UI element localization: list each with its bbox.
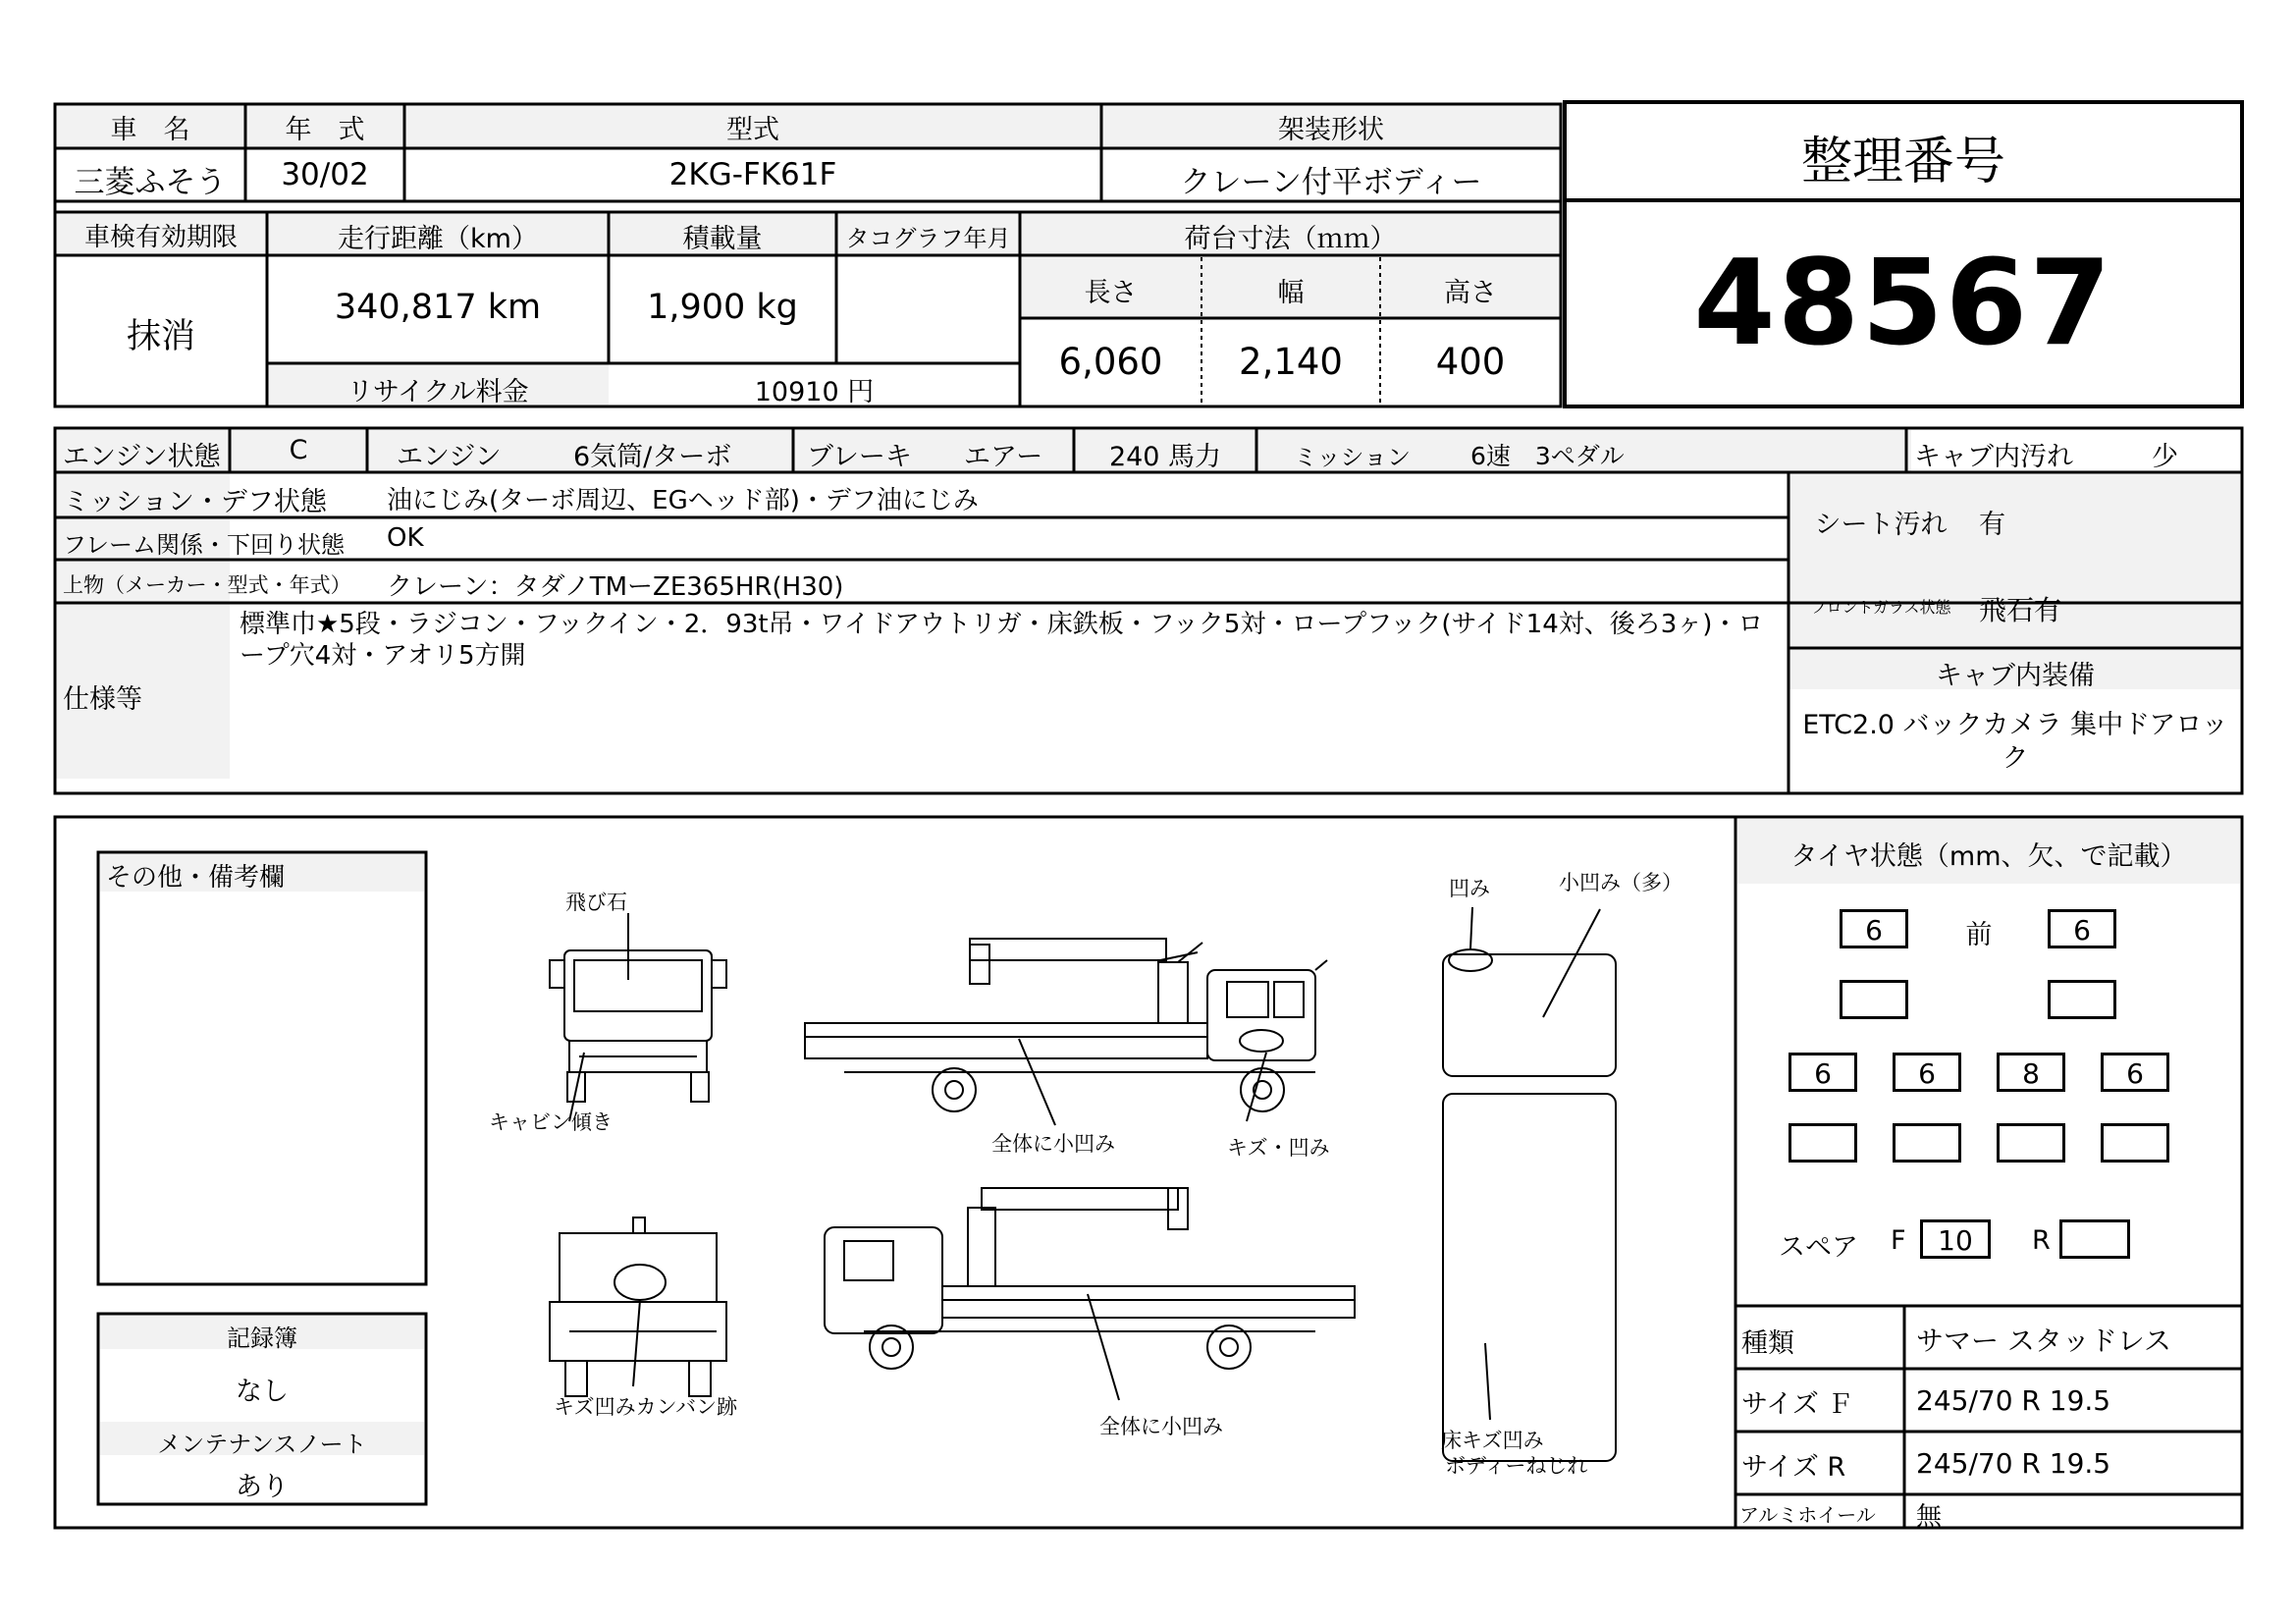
truck-top-view xyxy=(1443,954,1616,1461)
label-front: 前 xyxy=(1965,920,1993,950)
cab-equipment: ETC2.0 バックカメラ 集中ドアロック xyxy=(1802,710,2228,774)
label-engine-state: エンジン状態 xyxy=(63,442,221,472)
note-body-twist: ボディーねじれ xyxy=(1445,1454,1588,1478)
spare-front: 10 xyxy=(1920,1219,1991,1259)
upper-body: クレーン：タダノTMーZE365HR(H30) xyxy=(387,572,844,602)
spare-rear xyxy=(2059,1219,2130,1259)
label-length: 長さ xyxy=(1084,278,1138,308)
label-mission-def: ミッション・デフ状態 xyxy=(63,487,327,517)
horsepower: 240 馬力 xyxy=(1108,442,1222,472)
tire-front-left-inner xyxy=(1840,980,1908,1019)
note-scratch-dent: キズ・凹み xyxy=(1227,1136,1330,1160)
label-engine: エンジン xyxy=(397,442,502,472)
length-value: 6,060 xyxy=(1058,341,1163,383)
maintenance-note: あり xyxy=(236,1472,289,1502)
record-book: なし xyxy=(236,1377,289,1407)
label-tachograph: タコグラフ年月 xyxy=(845,225,1011,252)
truck-side-view-right xyxy=(805,939,1327,1111)
note-stone-chip: 飛び石 xyxy=(565,891,627,914)
label-year: 年 式 xyxy=(285,115,365,145)
label-inspection-validity: 車検有効期限 xyxy=(83,223,238,252)
tire-rear-4: 6 xyxy=(2101,1053,2169,1092)
vehicle-model: 2KG-FK61F xyxy=(668,157,837,192)
label-mileage: 走行距離（km） xyxy=(338,224,538,254)
note-many-small-dents: 小凹み（多） xyxy=(1559,871,1682,894)
label-spare-f: F xyxy=(1891,1225,1906,1256)
vehicle-body-type: クレーン付平ボディー xyxy=(1180,165,1482,200)
label-upper-body: 上物（メーカー・型式・年式） xyxy=(63,573,351,597)
note-small-dents-1: 全体に小凹み xyxy=(991,1132,1115,1156)
note-floor-damage: 床キズ凹み xyxy=(1441,1429,1544,1452)
vehicle-name: 三菱ふそう xyxy=(74,165,227,200)
engine-type: 6気筒/ターボ xyxy=(573,442,732,472)
reference-number: 48567 xyxy=(1693,236,2113,372)
label-brake: ブレーキ xyxy=(807,442,912,472)
label-windshield: フロントガラス状態 xyxy=(1810,598,1951,617)
vehicle-year: 30/02 xyxy=(281,157,369,192)
tire-rear-3: 8 xyxy=(1997,1053,2065,1092)
label-model: 型式 xyxy=(726,115,779,145)
tire-rear-1: 6 xyxy=(1789,1053,1857,1092)
mission-def-state: 油にじみ(ターボ周辺、EGヘッド部)・デフ油にじみ xyxy=(387,486,979,515)
label-load-capacity: 積載量 xyxy=(682,224,763,254)
label-tire-condition: タイヤ状態（mm、欠、で記載） xyxy=(1790,841,2187,872)
mileage-value: 340,817 km xyxy=(334,288,542,327)
recycle-fee: 10910 円 xyxy=(754,377,875,407)
note-dent: 凹み xyxy=(1449,877,1490,900)
tire-size-rear: 245/70 R 19.5 xyxy=(1916,1447,2111,1480)
label-maintenance-note: メンテナンスノート xyxy=(157,1431,367,1458)
tire-type: サマー スタッドレス xyxy=(1916,1325,2172,1357)
label-cab-dirt: キャブ内汚れ xyxy=(1914,442,2073,472)
label-vehicle-name: 車 名 xyxy=(110,115,190,145)
label-mission: ミッション xyxy=(1294,444,1412,471)
engine-state: C xyxy=(289,435,308,465)
reference-label: 整理番号 xyxy=(1800,133,2005,191)
tire-front-right-inner xyxy=(2048,980,2116,1019)
note-small-dents-2: 全体に小凹み xyxy=(1099,1415,1223,1438)
label-record-book: 記録簿 xyxy=(227,1325,297,1352)
label-alu-wheel: アルミホイール xyxy=(1739,1503,1876,1527)
tire-rear-inner-1 xyxy=(1789,1123,1857,1163)
label-tire-type: 種類 xyxy=(1741,1328,1794,1359)
tire-front-left: 6 xyxy=(1840,909,1908,948)
label-bed-size: 荷台寸法（ｍｍ） xyxy=(1184,224,1397,254)
frame-state: OK xyxy=(387,523,424,553)
label-size-front: サイズ Ｆ xyxy=(1741,1389,1854,1420)
tire-rear-inner-4 xyxy=(2101,1123,2169,1163)
seat-dirt: 有 xyxy=(1979,510,2005,540)
spec-text: 標準巾★5段・ラジコン・フックイン・2．93t吊・ワイドアウトリガ・床鉄板・フック5対・ロープフック(サイド14対、後ろ3ヶ)・ロープ穴4対・アオリ5方開 xyxy=(240,610,1764,671)
truck-front-view xyxy=(550,950,726,1102)
alu-wheel: 無 xyxy=(1916,1502,1943,1532)
tire-rear-inner-2 xyxy=(1893,1123,1961,1163)
note-rear-damage: キズ凹みカンバン跡 xyxy=(554,1395,738,1419)
label-size-rear: サイズ R xyxy=(1741,1452,1846,1483)
tire-front-right: 6 xyxy=(2048,909,2116,948)
label-seat-dirt: シート汚れ xyxy=(1814,510,1948,540)
note-cabin-tilt: キャビン傾き xyxy=(489,1110,613,1134)
label-spare-r: R xyxy=(2032,1225,2051,1256)
mission-type: 6速 3ペダル xyxy=(1470,442,1625,470)
truck-side-view-left xyxy=(825,1188,1355,1369)
label-spec: 仕様等 xyxy=(63,684,142,715)
windshield-state: 飛石有 xyxy=(1979,594,2062,626)
width-value: 2,140 xyxy=(1239,341,1343,383)
tire-rear-inner-3 xyxy=(1997,1123,2065,1163)
label-remarks: その他・備考欄 xyxy=(106,863,286,893)
load-value: 1,900 kg xyxy=(647,288,798,327)
tire-rear-2: 6 xyxy=(1893,1053,1961,1092)
label-cab-equipment: キャブ内装備 xyxy=(1936,661,2095,691)
label-height: 高さ xyxy=(1444,278,1497,308)
truck-rear-view xyxy=(550,1217,726,1396)
cab-dirt: 少 xyxy=(2152,442,2178,472)
label-spare: スペア xyxy=(1779,1232,1858,1263)
label-body-type: 架装形状 xyxy=(1278,115,1384,145)
inspection-validity: 抹消 xyxy=(126,317,195,356)
label-recycle-fee: リサイクル料金 xyxy=(347,377,529,407)
tire-size-front: 245/70 R 19.5 xyxy=(1916,1384,2111,1417)
height-value: 400 xyxy=(1435,341,1506,383)
truck-damage-diagram xyxy=(432,844,1728,1522)
label-frame: フレーム関係・下回り状態 xyxy=(63,531,346,559)
label-width: 幅 xyxy=(1277,278,1305,308)
brake-type: エアー xyxy=(964,442,1043,472)
damage-markers xyxy=(569,907,1600,1420)
